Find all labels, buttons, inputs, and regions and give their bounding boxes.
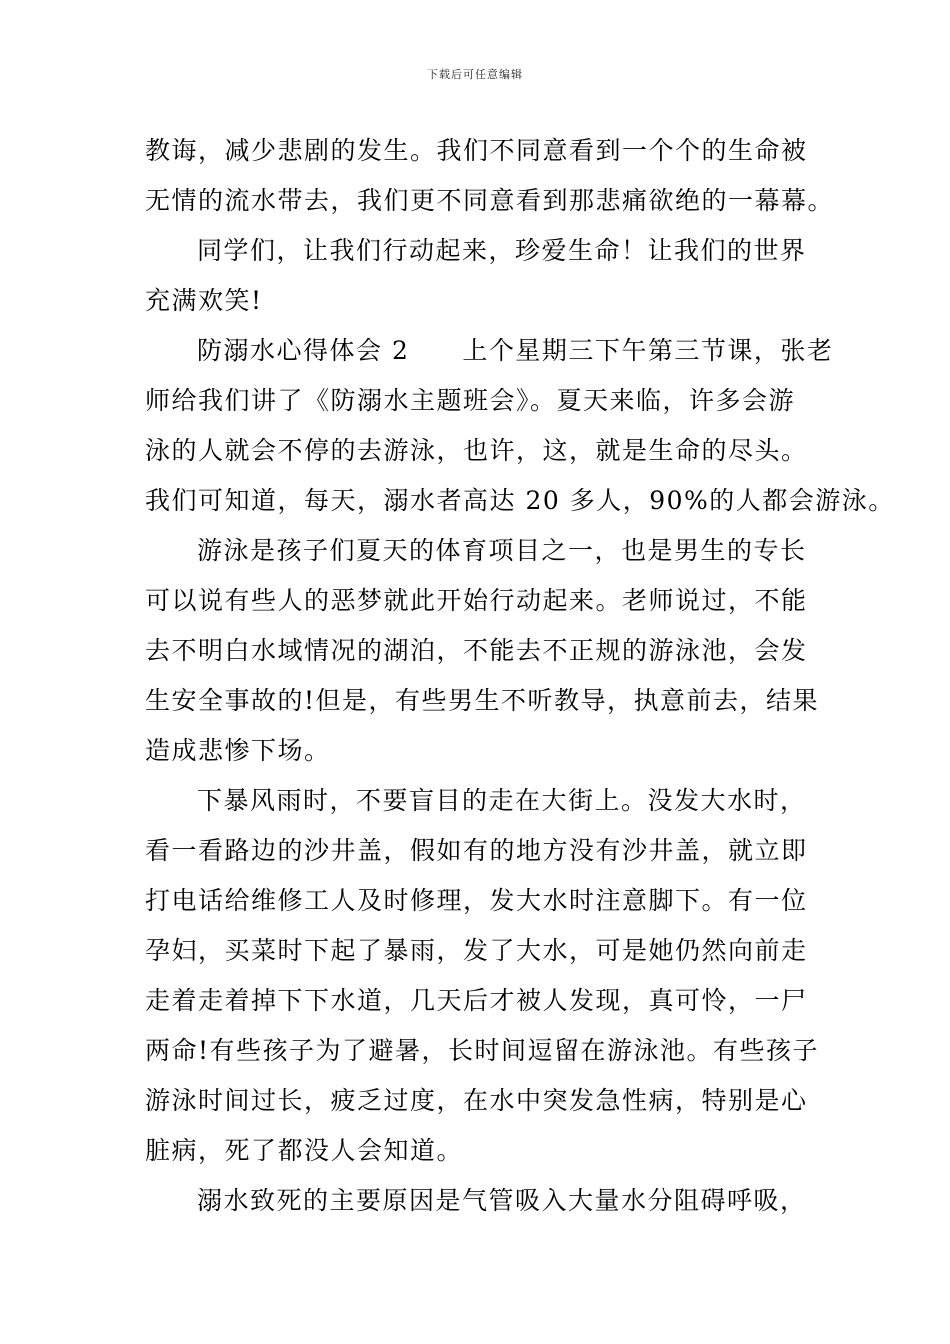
text-line: 孕妇，买菜时下起了暴雨，发了大水，可是她仍然向前走: [145, 936, 808, 965]
text-line: 教诲，减少悲剧的发生。我们不同意看到一个个的生命被: [145, 136, 808, 165]
text-line: 游泳时间过长，疲乏过度，在水中突发急性病，特别是心: [145, 1086, 808, 1115]
text-line: 两命!有些孩子为了避暑，长时间逗留在游泳池。有些孩子: [145, 1036, 820, 1065]
text-line: 无情的流水带去，我们更不同意看到那悲痛欲绝的一幕幕。: [145, 186, 835, 215]
paragraph-start: 同学们，让我们行动起来，珍爱生命！让我们的世界: [197, 236, 807, 265]
paragraph-start: 溺水致死的主要原因是气管吸入大量水分阻碍呼吸，: [197, 1186, 807, 1215]
section-heading-line: 防溺水心得体会 2 上个星期三下午第三节课，张老: [197, 336, 834, 365]
text-line: 生安全事故的!但是，有些男生不听教导，执意前去，结果: [145, 686, 820, 715]
text-line: 打电话给维修工人及时修理，发大水时注意脚下。有一位: [145, 886, 808, 915]
paragraph-start: 游泳是孩子们夏天的体育项目之一，也是男生的专长: [197, 536, 807, 565]
paragraph-start: 下暴风雨时，不要盲目的走在大街上。没发大水时，: [197, 786, 807, 815]
text-line: 可以说有些人的恶梦就此开始行动起来。老师说过，不能: [145, 586, 808, 615]
text-line: 看一看路边的沙井盖，假如有的地方没有沙井盖，就立即: [145, 836, 808, 865]
text-line: 去不明白水域情况的湖泊，不能去不正规的游泳池，会发: [145, 636, 808, 665]
text-line: 泳的人就会不停的去游泳，也许，这，就是生命的尽头。: [145, 436, 808, 465]
text-line: 充满欢笑!: [145, 286, 263, 315]
page-header: 下载后可任意编辑: [427, 68, 523, 81]
text-line: 我们可知道，每天，溺水者高达 20 多人，90%的人都会游泳。: [145, 486, 895, 515]
text-line: 师给我们讲了《防溺水主题班会》。夏天来临，许多会游: [145, 386, 796, 415]
text-line: 脏病，死了都没人会知道。: [145, 1136, 464, 1165]
text-line: 造成悲惨下场。: [145, 736, 331, 765]
text-line: 走着走着掉下下水道，几天后才被人发现，真可怜，一尸: [145, 986, 808, 1015]
